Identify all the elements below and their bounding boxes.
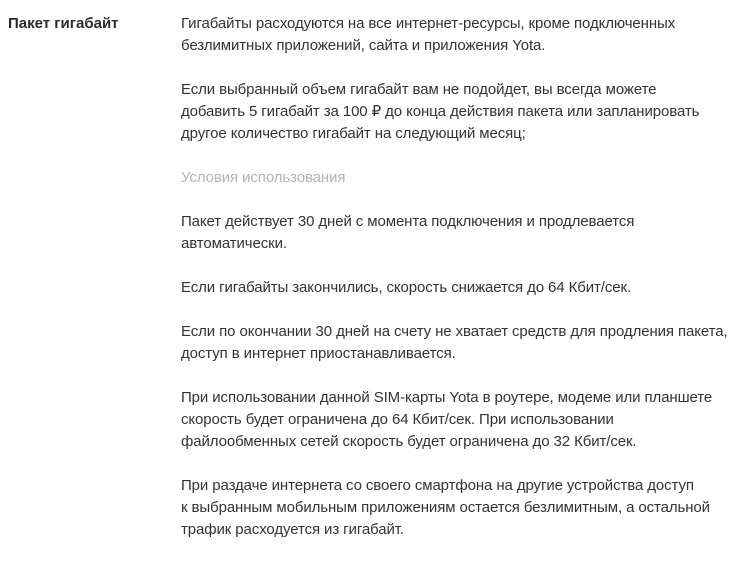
paragraph-line: добавить 5 гигабайт за 100 ₽ до конца действия пакета или запланировать xyxy=(181,103,700,120)
paragraph xyxy=(181,321,734,365)
paragraph-line: автоматически. xyxy=(181,235,287,252)
paragraph-line: к выбранным мобильным приложениям остается безлимитным, а остальной xyxy=(181,499,710,516)
paragraph-line: другое количество гигабайт на следующий месяц; xyxy=(181,125,526,142)
paragraph-line: Если выбранный объем гигабайт вам не подойдет, вы всегда можете xyxy=(181,81,657,98)
usage-terms-subheading xyxy=(181,167,734,189)
paragraph-line: файлообменных сетей скорость будет ограничена до 32 Кбит/сек. xyxy=(181,433,637,450)
paragraph xyxy=(181,79,734,145)
paragraph-line: Гигабайты расходуются на все интернет-ресурсы, кроме подключенных xyxy=(181,15,676,32)
paragraph-line: Если по окончании 30 дней на счету не хватает средств для продления пакета, xyxy=(181,323,728,340)
paragraph-line: доступ в интернет приостанавливается. xyxy=(181,345,456,362)
paragraph xyxy=(181,211,734,255)
paragraph-line: Если гигабайты закончились, скорость снижается до 64 Кбит/сек. xyxy=(181,279,632,296)
paragraph xyxy=(181,387,734,453)
paragraph xyxy=(181,475,734,541)
section-title: Пакет гигабайт xyxy=(8,15,119,32)
paragraph-line: При раздаче интернета со своего смартфона на другие устройства доступ xyxy=(181,477,694,494)
paragraph-line: Пакет действует 30 дней с момента подключения и продлевается xyxy=(181,213,635,230)
paragraph xyxy=(181,13,734,57)
paragraph xyxy=(181,277,734,299)
paragraph-line: безлимитных приложений, сайта и приложения Yota. xyxy=(181,37,546,54)
paragraph-line: Условия использования xyxy=(181,169,346,186)
paragraph-line: трафик расходуется из гигабайт. xyxy=(181,521,404,538)
section-content xyxy=(181,13,744,541)
paragraph-line: При использовании данной SIM-карты Yota в роутере, модеме или планшете xyxy=(181,389,713,406)
paragraph-line: скорость будет ограничена до 64 Кбит/сек. При использовании xyxy=(181,411,614,428)
section-title-column xyxy=(0,13,181,541)
